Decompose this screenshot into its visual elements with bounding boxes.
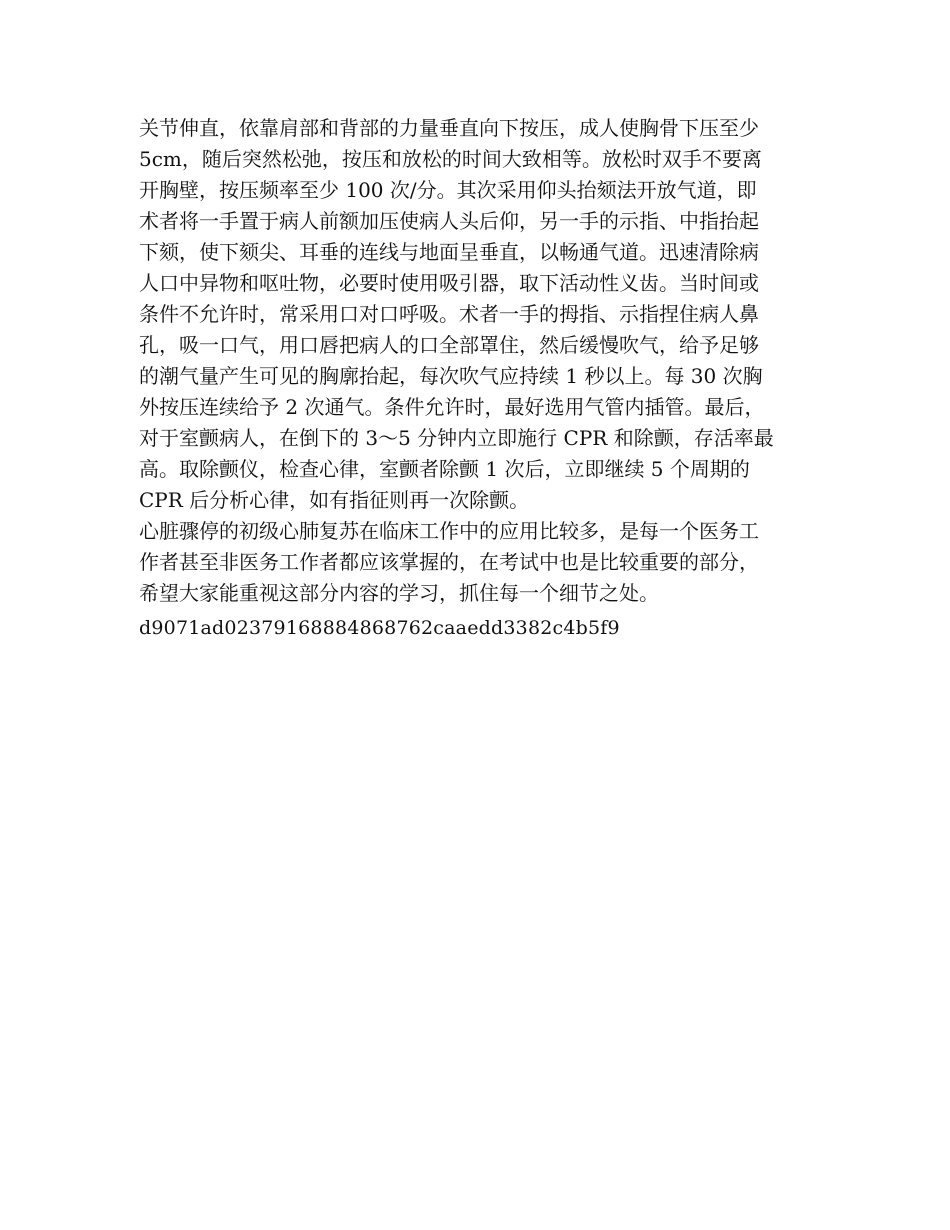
text-line: 心脏骤停的初级心肺复苏在临床工作中的应用比较多，是每一个医务工 <box>139 519 759 543</box>
text-line: 下颏，使下颏尖、耳垂的连线与地面呈垂直，以畅通气道。迅速清除病 <box>139 240 759 264</box>
paragraph-cpr-procedure <box>139 113 819 516</box>
text-line: 条件不允许时，常采用口对口呼吸。术者一手的拇指、示指捏住病人鼻 <box>139 302 759 326</box>
document-hash: d9071ad02379168884868762caaedd3382c4b5f9 <box>139 617 620 639</box>
text-line: 关节伸直，依靠肩部和背部的力量垂直向下按压，成人使胸骨下压至少 <box>139 116 759 140</box>
text-line: 的潮气量产生可见的胸廓抬起，每次吹气应持续 1 秒以上。每 30 次胸 <box>139 364 763 388</box>
text-line: 人口中异物和呕吐物，必要时使用吸引器，取下活动性义齿。当时间或 <box>139 271 759 295</box>
text-line: 对于室颤病人，在倒下的 3～5 分钟内立即施行 CPR 和除颤，存活率最 <box>139 426 774 450</box>
text-line: 希望大家能重视这部分内容的学习，抓住每一个细节之处。 <box>139 581 659 605</box>
text-line: 术者将一手置于病人前额加压使病人头后仰，另一手的示指、中指抬起 <box>139 209 759 233</box>
text-line: 孔，吸一口气，用口唇把病人的口全部罩住，然后缓慢吹气，给予足够 <box>139 333 759 357</box>
text-line: 开胸壁，按压频率至少 100 次/分。其次采用仰头抬颏法开放气道，即 <box>139 178 757 202</box>
paragraph-summary <box>139 516 819 609</box>
document-page <box>139 113 819 644</box>
text-line: CPR 后分析心律，如有指征则再一次除颤。 <box>139 488 530 512</box>
text-line: 高。取除颤仪，检查心律，室颤者除颤 1 次后，立即继续 5 个周期的 <box>139 457 750 481</box>
text-line: 作者甚至非医务工作者都应该掌握的，在考试中也是比较重要的部分， <box>139 550 759 574</box>
text-line: 5cm，随后突然松弛，按压和放松的时间大致相等。放松时双手不要离 <box>139 147 762 171</box>
text-line: 外按压连续给予 2 次通气。条件允许时，最好选用气管内插管。最后， <box>139 395 765 419</box>
